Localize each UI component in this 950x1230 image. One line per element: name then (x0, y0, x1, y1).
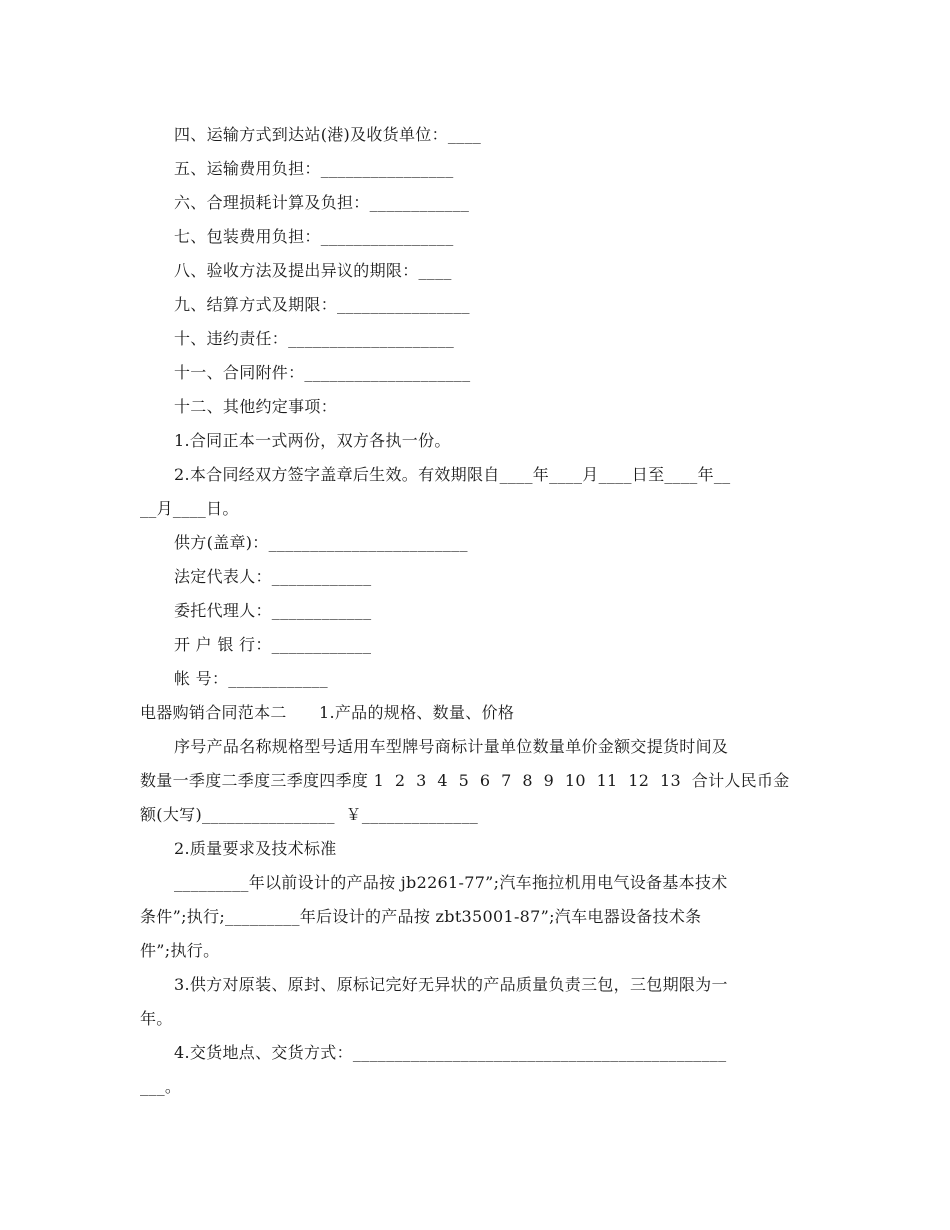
item-2-quality-standard: 2.质量要求及技术标准 (174, 839, 337, 858)
bank-name: 开 户 银 行：____________ (174, 635, 372, 654)
clause-11-attachments: 十一、合同附件：____________________ (174, 363, 471, 382)
item-4-delivery: 4.交货地点、交货方式：_____________________________________________ (174, 1043, 727, 1062)
clause-4-transport-method: 四、运输方式到达站(港)及收货单位：____ (174, 125, 482, 144)
legal-representative: 法定代表人：____________ (174, 567, 372, 586)
clause-10-liability: 十、违约责任：____________________ (174, 329, 455, 348)
item-2-validity: 2.本合同经双方签字盖章后生效。有效期限自____年____月____日至____年__ (174, 465, 731, 484)
account-number: 帐 号：____________ (174, 669, 328, 688)
authorized-agent: 委托代理人：____________ (174, 601, 372, 620)
clause-12-other-matters: 十二、其他约定事项： (174, 397, 338, 416)
clause-6-loss-calculation: 六、合理损耗计算及负担：____________ (174, 193, 470, 212)
clause-7-packaging-cost: 七、包装费用负担：________________ (174, 227, 454, 246)
document-body (140, 118, 812, 1104)
product-table-quarters: 数量一季度二季度三季度四季度 1 2 3 4 5 6 7 8 9 10 11 12 13 合计人民币金 (140, 771, 790, 790)
quality-standard-line-2: 条件”;执行;_________年后设计的产品按 zbt35001-87”;汽车电器设备技术条 (140, 907, 702, 926)
item-3-warranty-continued: 年。 (140, 1009, 173, 1028)
item-3-warranty: 3.供方对原装、原封、原标记完好无异状的产品质量负责三包，三包期限为一 (174, 975, 728, 994)
quality-standard-line-3: 件”;执行。 (140, 941, 220, 960)
clause-9-settlement: 九、结算方式及期限：________________ (174, 295, 470, 314)
quality-standard-line-1: _________年以前设计的产品按 jb2261-77”;汽车拖拉机用电气设备基本技术 (174, 873, 728, 892)
item-2-validity-continued: __月____日。 (140, 499, 239, 518)
supplier-seal: 供方(盖章)：________________________ (174, 533, 468, 552)
clause-8-inspection-method: 八、验收方法及提出异议的期限：____ (174, 261, 452, 280)
clause-5-transport-cost: 五、运输费用负担：________________ (174, 159, 454, 178)
item-1-copies: 1.合同正本一式两份，双方各执一份。 (174, 431, 451, 450)
item-4-delivery-continued: ___。 (140, 1077, 182, 1096)
product-table-header: 序号产品名称规格型号适用车型牌号商标计量单位数量单价金额交提货时间及 (174, 737, 729, 756)
product-total-amount: 额(大写)________________ ￥______________ (140, 805, 479, 824)
section-title-sample-two: 电器购销合同范本二 1.产品的规格、数量、价格 (140, 703, 515, 722)
